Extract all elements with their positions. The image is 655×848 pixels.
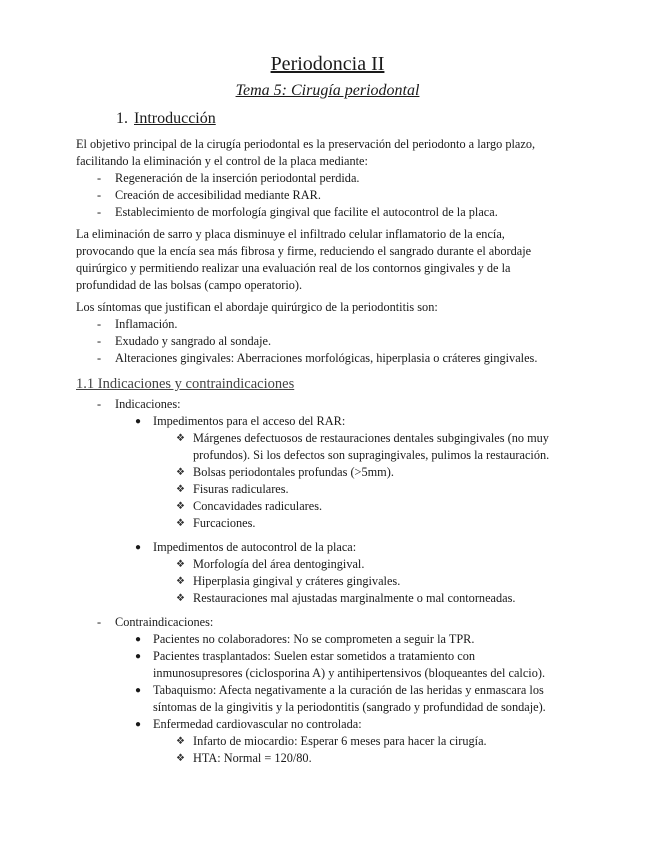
list-item <box>76 333 576 350</box>
list-item <box>76 430 576 447</box>
list-item <box>76 733 576 750</box>
line-text: Regeneración de la inserción periodontal perdida. <box>115 171 360 185</box>
paragraph-line <box>76 226 576 243</box>
bullet-icon: ● <box>135 416 142 427</box>
list-item <box>76 350 576 367</box>
list-item <box>76 498 576 515</box>
dash-marker: - <box>97 334 102 348</box>
paragraph-line <box>76 260 576 277</box>
bullet-icon: ● <box>135 634 142 645</box>
dash-marker: - <box>97 351 102 365</box>
line-text: Alteraciones gingivales: Aberraciones morfológicas, hiperplasia o cráteres gingivales. <box>115 351 538 365</box>
bullet-icon: ● <box>135 719 142 730</box>
diamond-bullet-icon: ❖ <box>176 736 185 747</box>
line-text: Creación de accesibilidad mediante RAR. <box>115 188 321 202</box>
line-text: Pacientes no colaboradores: No se comprometen a seguir la TPR. <box>153 632 475 646</box>
list-item <box>76 539 576 556</box>
paragraph-line <box>76 243 576 260</box>
document-subtitle: Tema 5: Cirugía periodontal <box>235 82 420 99</box>
list-item <box>76 614 576 631</box>
line-text: quirúrgico y permitiendo realizar una evaluación real de los contornos gingivales y de la <box>76 261 511 275</box>
list-item <box>76 204 576 221</box>
line-text: El objetivo principal de la cirugía periodontal es la preservación del periodonto a largo plazo, <box>76 137 536 151</box>
dash-marker: - <box>97 205 102 219</box>
diamond-bullet-icon: ❖ <box>176 576 185 587</box>
diamond-bullet-icon: ❖ <box>176 593 185 604</box>
list-item <box>76 447 576 464</box>
bullet-icon: ● <box>135 542 142 553</box>
section-number: 1. <box>116 110 128 127</box>
line-text: Inflamación. <box>115 317 178 331</box>
list-item <box>76 396 576 413</box>
list-item <box>76 631 576 648</box>
line-text: Contraindicaciones: <box>115 615 214 629</box>
line-text: profundidad de las bolsas (campo operatorio). <box>76 278 303 292</box>
subsection-heading: 1.1 Indicaciones y contraindicaciones <box>76 376 295 392</box>
line-text: profundos). Si los defectos son supragingivales, pulimos la restauración. <box>193 448 550 462</box>
list-item <box>76 187 576 204</box>
diamond-bullet-icon: ❖ <box>176 467 185 478</box>
dash-marker: - <box>97 317 102 331</box>
dash-marker: - <box>97 615 102 629</box>
line-text: HTA: Normal = 120/80. <box>193 751 312 765</box>
line-text: Tabaquismo: Afecta negativamente a la curación de las heridas y enmascara los <box>153 683 544 697</box>
diamond-bullet-icon: ❖ <box>176 518 185 529</box>
line-text: Furcaciones. <box>193 516 256 530</box>
line-text: provocando que la encía sea más fibrosa y firme, reduciendo el sangrado durante el abordaje <box>76 244 532 258</box>
list-item <box>76 573 576 590</box>
list-item <box>76 699 576 716</box>
line-text: Exudado y sangrado al sondaje. <box>115 334 272 348</box>
diamond-bullet-icon: ❖ <box>176 559 185 570</box>
list-item <box>76 316 576 333</box>
list-item <box>76 590 576 607</box>
line-text: Enfermedad cardiovascular no controlada: <box>153 717 362 731</box>
line-text: facilitando la eliminación y el control de la placa mediante: <box>76 154 368 168</box>
dash-marker: - <box>97 188 102 202</box>
list-item <box>76 413 576 430</box>
line-text: Hiperplasia gingival y cráteres gingivales. <box>193 574 401 588</box>
line-text: Fisuras radiculares. <box>193 482 289 496</box>
line-text: síntomas de la gingivitis y la periodontitis (sangrado y profundidad de sondaje). <box>153 700 546 714</box>
dash-marker: - <box>97 171 102 185</box>
line-text: Concavidades radiculares. <box>193 499 323 513</box>
line-text: Impedimentos para el acceso del RAR: <box>153 414 346 428</box>
line-text: Morfología del área dentogingival. <box>193 557 365 571</box>
list-item <box>76 648 576 665</box>
line-text: Pacientes trasplantados: Suelen estar sometidos a tratamiento con <box>153 649 476 663</box>
paragraph-line <box>76 299 576 316</box>
list-item <box>76 716 576 733</box>
paragraph-line <box>76 136 576 153</box>
bullet-icon: ● <box>135 685 142 696</box>
line-text: Los síntomas que justifican el abordaje quirúrgico de la periodontitis son: <box>76 300 438 314</box>
line-text: Infarto de miocardio: Esperar 6 meses para hacer la cirugía. <box>193 734 487 748</box>
list-item <box>76 515 576 532</box>
diamond-bullet-icon: ❖ <box>176 484 185 495</box>
list-item <box>76 682 576 699</box>
line-text: inmunosupresores (ciclosporina A) y antihipertensivos (bloqueantes del calcio). <box>153 666 546 680</box>
list-item <box>76 464 576 481</box>
line-text: Bolsas periodontales profundas (>5mm). <box>193 465 394 479</box>
section-heading-introduccion <box>116 110 216 128</box>
diamond-bullet-icon: ❖ <box>176 433 185 444</box>
list-item <box>76 750 576 767</box>
line-text: Márgenes defectuosos de restauraciones dentales subgingivales (no muy <box>193 431 549 445</box>
bullet-icon: ● <box>135 651 142 662</box>
line-text: La eliminación de sarro y placa disminuye el infiltrado celular inflamatorio de la encía, <box>76 227 505 241</box>
line-text: Establecimiento de morfología gingival que facilite el autocontrol de la placa. <box>115 205 498 219</box>
section-title: Introducción <box>134 110 216 127</box>
line-text: Indicaciones: <box>115 397 181 411</box>
document-title: Periodoncia II <box>270 53 385 75</box>
dash-marker: - <box>97 397 102 411</box>
list-item <box>76 665 576 682</box>
list-item <box>76 481 576 498</box>
line-text: Restauraciones mal ajustadas marginalmente o mal contorneadas. <box>193 591 516 605</box>
paragraph-line <box>76 153 576 170</box>
list-item <box>76 170 576 187</box>
line-text: Impedimentos de autocontrol de la placa: <box>153 540 357 554</box>
diamond-bullet-icon: ❖ <box>176 501 185 512</box>
document-body <box>76 136 576 767</box>
list-item <box>76 556 576 573</box>
paragraph-line <box>76 277 576 294</box>
diamond-bullet-icon: ❖ <box>176 753 185 764</box>
